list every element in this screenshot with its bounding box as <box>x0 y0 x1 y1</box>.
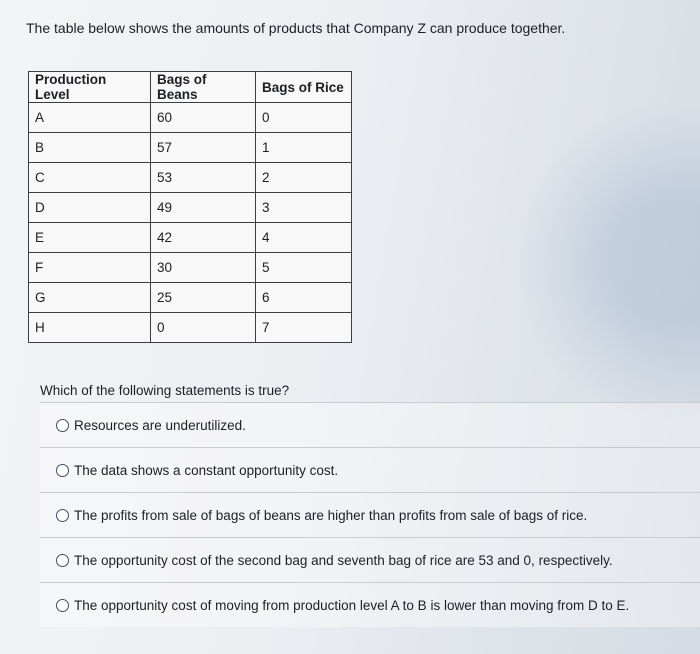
option-label: Resources are underutilized. <box>74 417 246 433</box>
answer-option[interactable] <box>40 492 700 537</box>
cell-rice: 2 <box>256 163 352 193</box>
table-row <box>29 133 352 163</box>
cell-rice: 6 <box>256 283 352 313</box>
cell-rice: 3 <box>256 193 352 223</box>
cell-level: C <box>29 163 151 193</box>
option-label: The opportunity cost of the second bag and seventh bag of rice are 53 and 0, respectively. <box>74 552 613 568</box>
question-text: Which of the following statements is true? <box>40 383 290 398</box>
answer-options <box>40 402 700 627</box>
cell-beans: 25 <box>151 283 256 313</box>
radio-button-icon[interactable] <box>56 419 69 432</box>
answer-option[interactable] <box>40 402 700 447</box>
intro-text: The table below shows the amounts of products that Company Z can produce together. <box>26 20 566 36</box>
option-label: The profits from sale of bags of beans are higher than profits from sale of bags of rice. <box>74 507 588 523</box>
answer-option[interactable] <box>40 582 700 627</box>
header-bags-of-beans: Bags of Beans <box>151 72 256 103</box>
cell-beans: 57 <box>151 133 256 163</box>
answer-option[interactable] <box>40 537 700 582</box>
table-row <box>29 163 352 193</box>
cell-beans: 49 <box>151 193 256 223</box>
table-row <box>29 193 352 223</box>
cell-beans: 53 <box>151 163 256 193</box>
production-table <box>28 71 352 343</box>
table-header-row <box>29 72 352 103</box>
radio-button-icon[interactable] <box>56 509 69 522</box>
cell-level: E <box>29 223 151 253</box>
option-label: The data shows a constant opportunity cost. <box>74 462 339 478</box>
cell-level: A <box>29 103 151 133</box>
cell-rice: 1 <box>256 133 352 163</box>
radio-button-icon[interactable] <box>56 464 69 477</box>
table-row <box>29 103 352 133</box>
cell-rice: 5 <box>256 253 352 283</box>
answer-option[interactable] <box>40 447 700 492</box>
table-row <box>29 313 352 343</box>
cell-level: B <box>29 133 151 163</box>
cell-rice: 7 <box>256 313 352 343</box>
cell-rice: 0 <box>256 103 352 133</box>
cell-level: H <box>29 313 151 343</box>
cell-beans: 42 <box>151 223 256 253</box>
cell-beans: 0 <box>151 313 256 343</box>
option-label: The opportunity cost of moving from production level A to B is lower than moving from D to E. <box>74 597 630 613</box>
cell-level: G <box>29 283 151 313</box>
cell-level: F <box>29 253 151 283</box>
cell-level: D <box>29 193 151 223</box>
table-row <box>29 223 352 253</box>
cell-beans: 30 <box>151 253 256 283</box>
cell-rice: 4 <box>256 223 352 253</box>
header-production-level: Production Level <box>29 72 151 103</box>
radio-button-icon[interactable] <box>56 599 69 612</box>
table-row <box>29 283 352 313</box>
header-bags-of-rice: Bags of Rice <box>256 72 352 103</box>
table-row <box>29 253 352 283</box>
cell-beans: 60 <box>151 103 256 133</box>
radio-button-icon[interactable] <box>56 554 69 567</box>
